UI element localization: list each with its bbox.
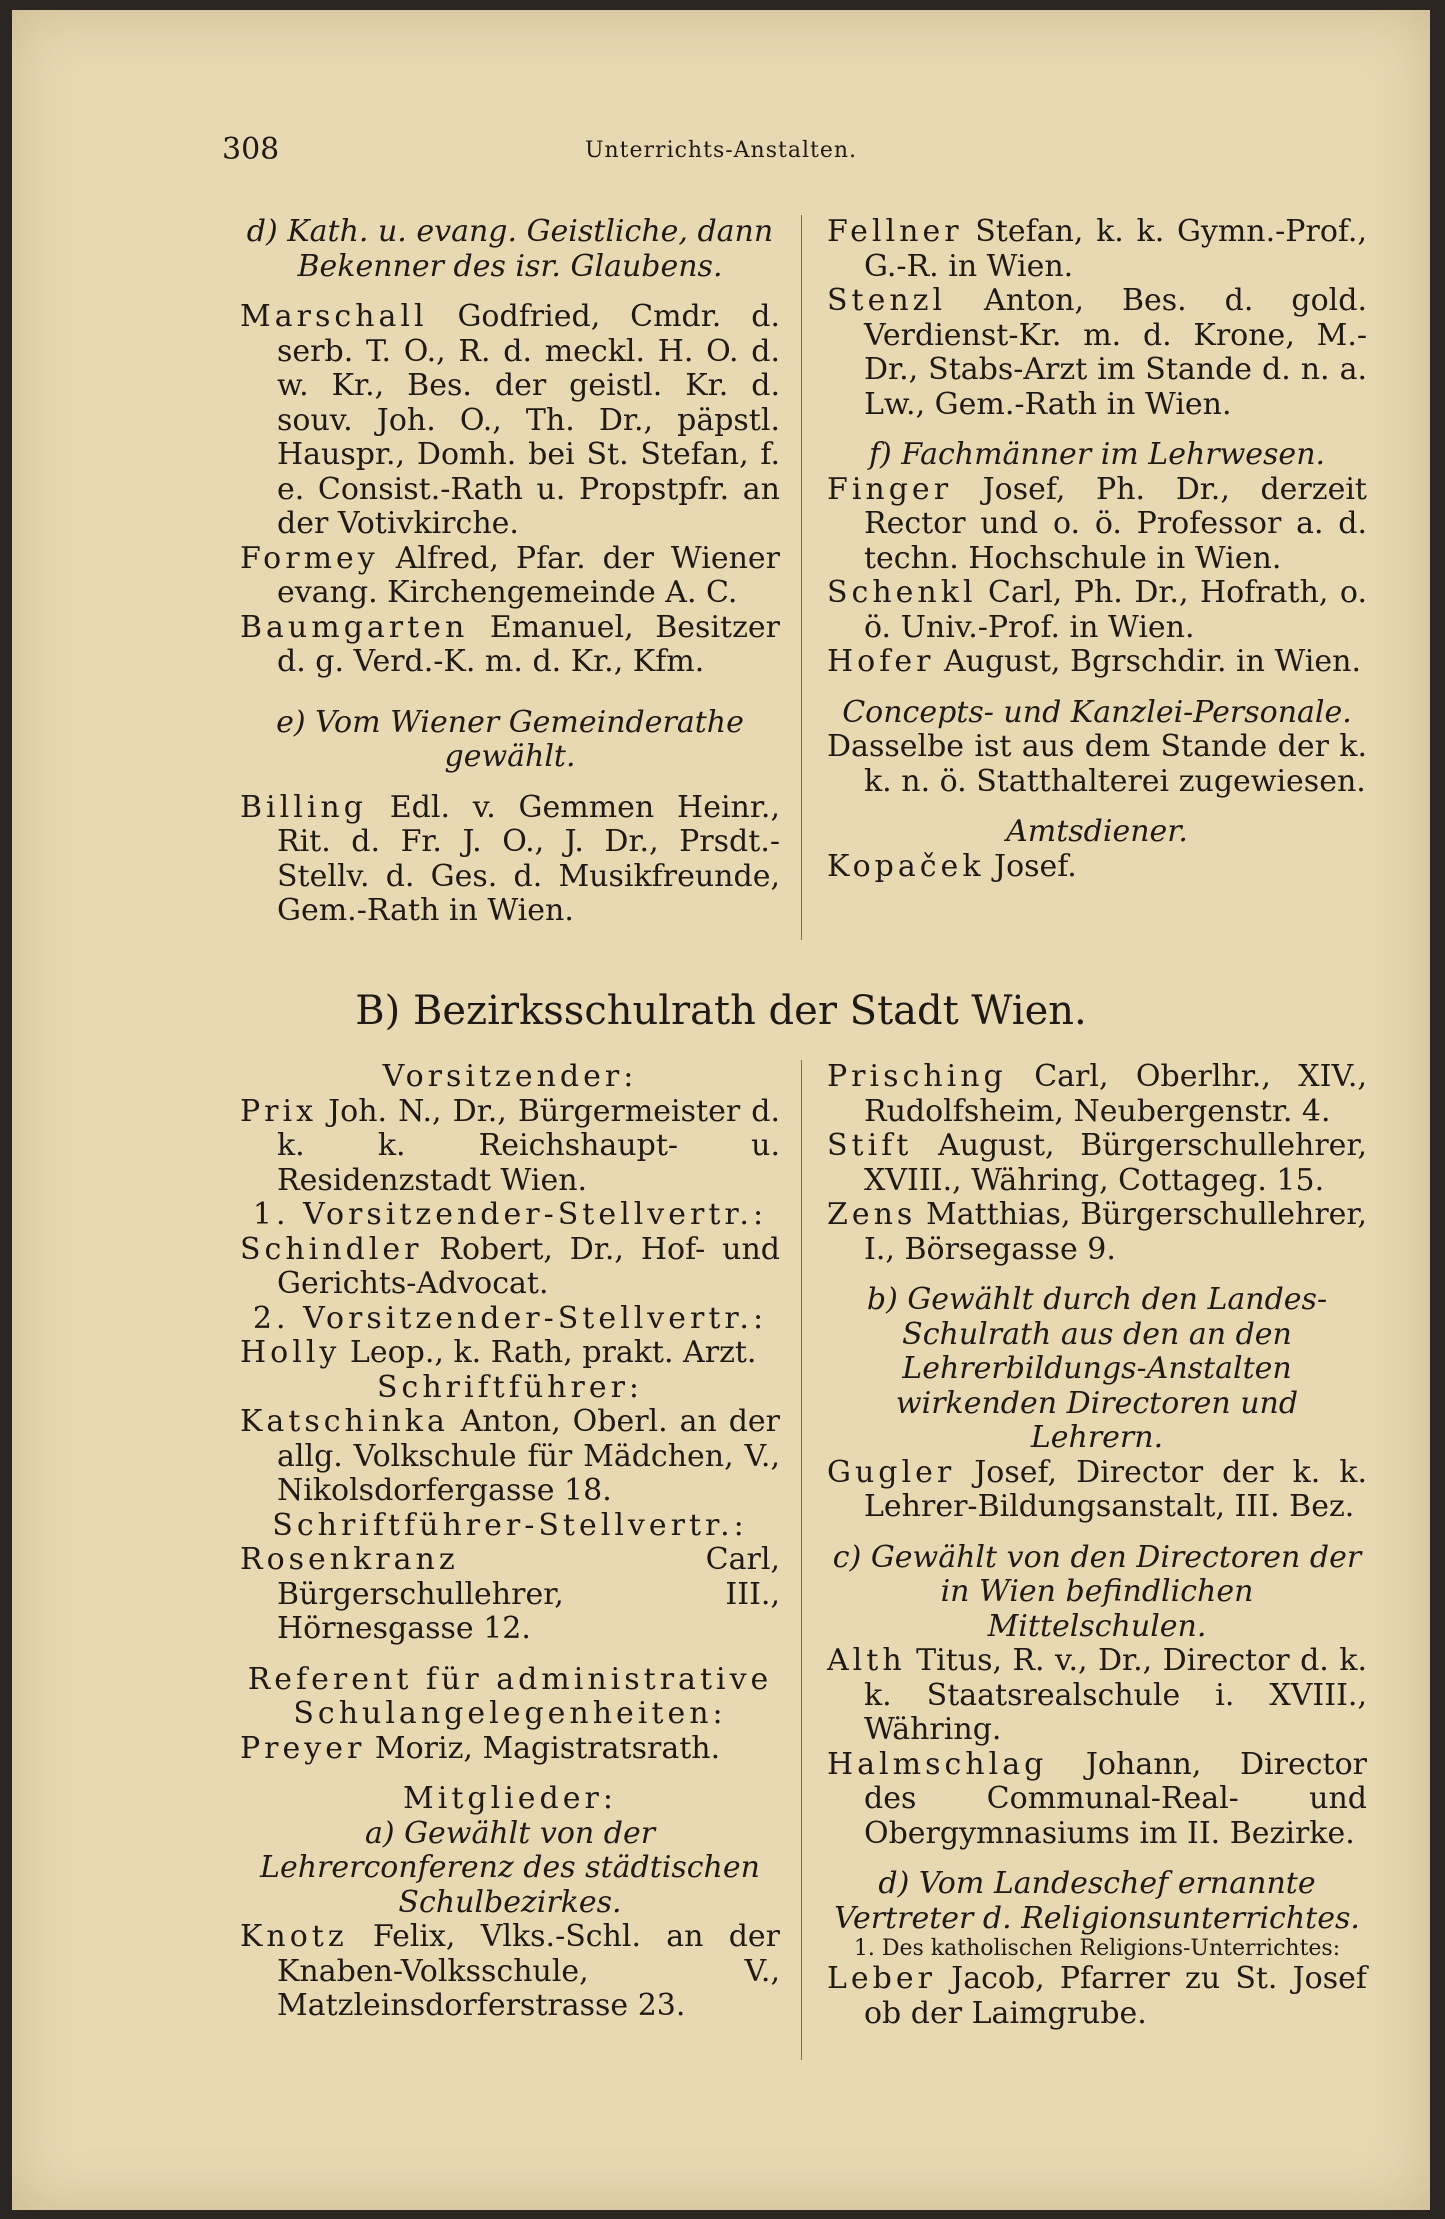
entry-alth <box>827 1644 1367 1748</box>
entry-preyer <box>240 1732 780 1767</box>
section-heading-e: e) Vom Wiener Gemeinderathe gewählt. <box>276 704 744 774</box>
entry-text: Josef, Director der k. k. Lehrer-Bildungsanstalt, III. Bez. <box>864 1454 1367 1524</box>
entry-text: Stefan, k. k. Gymn.-Prof., G.-R. in Wien. <box>864 214 1367 284</box>
section-heading-a: a) Gewählt von der Lehrerconferenz des städtischen Schulbezirkes. <box>260 1815 760 1920</box>
entry-leber <box>827 1962 1367 2031</box>
section-heading-amtsdiener: Amtsdiener. <box>1006 814 1188 849</box>
entry-schindler <box>240 1233 780 1302</box>
role-heading: 1. Vorsitzender-Stellvertr.: <box>252 1197 768 1232</box>
role-heading: Vorsitzender: <box>382 1059 638 1094</box>
entry-billing <box>240 791 780 929</box>
top-left-column <box>240 215 780 929</box>
entry-text: Johann, Director des Communal-Real- und Obergymnasiums im II. Bezirke. <box>864 1746 1367 1851</box>
column-divider-bottom <box>801 1060 802 2060</box>
entry-text: Edl. v. Gemmen Heinr., Rit. d. Fr. J. O., J. Dr., Prsdt.-Stellv. d. Ges. d. Musikfreunde, Gem.-Rath in Wien. <box>277 789 780 928</box>
section-heading-f: f) Fachmänner im Lehrwesen. <box>868 437 1326 472</box>
entry-text: Leop., k. Rath, prakt. Arzt. <box>340 1335 757 1370</box>
entry-holly <box>240 1336 780 1371</box>
subheading-katholisch: 1. Des katholischen Religions-Unterrichtes: <box>853 1936 1341 1961</box>
entry-text: Robert, Dr., Hof- und Gerichts-Advocat. <box>277 1231 780 1301</box>
entry-name: Stift <box>827 1128 913 1163</box>
entry-knotz <box>240 1920 780 2024</box>
entry-text: Godfried, Cmdr. d. serb. T. O., R. d. meckl. H. O. d. w. Kr., Bes. der geistl. Kr. d. souv. Joh. O., Th. Dr., päpstl. Hauspr., Domh. bei St. Stefan, f. e. Consist.-Rath u. Propstpfr. an der Votivkirche. <box>277 299 780 541</box>
page-header <box>12 132 1430 172</box>
entry-name: Knotz <box>240 1919 348 1954</box>
entry-gugler <box>827 1456 1367 1525</box>
entry-name: Formey <box>240 540 379 576</box>
entry-name: Leber <box>827 1961 936 1996</box>
entry-name: Prix <box>240 1093 318 1129</box>
section-heading-d2: d) Vom Landeschef ernannte Vertreter d. Religionsunterrichtes. <box>834 1866 1360 1936</box>
entry-text: August, Bgrschdir. in Wien. <box>934 644 1361 679</box>
entry-text: Joh. N., Dr., Bürgermeister d. k. k. Reichshaupt- u. Residenzstadt Wien. <box>277 1093 780 1198</box>
entry-name: Hofer <box>827 644 935 679</box>
entry-finger <box>827 473 1367 577</box>
entry-kopacek <box>827 850 1367 885</box>
entry-text: Josef, Ph. Dr., derzeit Rector und o. ö. Professor a. d. techn. Hochschule in Wien. <box>864 471 1367 576</box>
entry-text: Emanuel, Besitzer d. g. Verd.-K. m. d. Kr., Kfm. <box>277 609 780 679</box>
entry-text: Dasselbe ist aus dem Stande der k. k. n. ö. Statthalterei zugewiesen. <box>827 729 1367 799</box>
role-heading: Mitglieder: <box>403 1781 617 1816</box>
entry-formey <box>240 542 780 611</box>
entry-text: Alfred, Pfar. der Wiener evang. Kirchengemeinde A. C. <box>277 540 780 610</box>
entry-name: Katschinka <box>240 1404 449 1439</box>
entry-baumgarten <box>240 611 780 680</box>
entry-stift <box>827 1129 1367 1198</box>
page-number: 308 <box>222 132 280 167</box>
entry-name: Schenkl <box>827 575 977 610</box>
entry-marschall <box>240 300 780 542</box>
entry-fellner <box>827 215 1367 284</box>
entry-text: Anton, Oberl. an der allg. Volkschule für Mädchen, V., Nikolsdorfergasse 18. <box>277 1404 780 1508</box>
entry-schenkl <box>827 576 1367 645</box>
top-right-column <box>827 215 1367 884</box>
entry-text: Jacob, Pfarrer zu St. Josef ob der Laimgrube. <box>864 1961 1367 2031</box>
entry-name: Alth <box>827 1643 906 1678</box>
role-heading: 2. Vorsitzender-Stellvertr.: <box>252 1300 768 1336</box>
entry-text: Carl, Ph. Dr., Hofrath, o. ö. Univ.-Prof. in Wien. <box>864 575 1367 645</box>
entry-name: Stenzl <box>827 283 947 318</box>
entry-name: Prisching <box>827 1059 1007 1094</box>
entry-text: August, Bürgerschullehrer, XVIII., Währing, Cottageg. 15. <box>864 1128 1367 1198</box>
entry-text: Anton, Bes. d. gold. Verdienst-Kr. m. d. Krone, M.-Dr., Stabs-Arzt im Stande d. n. a. Lw., Gem.-Rath in Wien. <box>864 283 1367 422</box>
entry-zens <box>827 1198 1367 1267</box>
entry-text: Carl, Bürgerschullehrer, III., Hörnesgasse 12. <box>277 1542 780 1646</box>
entry-prix <box>240 1095 780 1199</box>
entry-name: Baumgarten <box>240 609 469 645</box>
section-heading-d: d) Kath. u. evang. Geistliche, dann Bekenner des isr. Glaubens. <box>246 214 774 284</box>
entry-hofer <box>827 645 1367 680</box>
role-heading: Schriftführer: <box>376 1369 644 1405</box>
entry-text: Matthias, Bürgerschullehrer, I., Börsegasse 9. <box>864 1197 1367 1267</box>
entry-name: Billing <box>240 789 367 825</box>
entry-name: Preyer <box>240 1730 366 1766</box>
entry-name: Fellner <box>827 214 963 249</box>
entry-katschinka <box>240 1405 780 1509</box>
entry-stenzl <box>827 284 1367 422</box>
entry-name: Gugler <box>827 1454 956 1490</box>
entry-text: Moriz, Magistratsrath. <box>365 1730 721 1766</box>
bottom-right-column <box>827 1060 1367 2031</box>
entry-text: Josef. <box>984 848 1077 884</box>
entry-dasselbe <box>827 730 1367 799</box>
section-b-title: B) Bezirksschulrath der Stadt Wien. <box>355 988 1087 1034</box>
entry-name: Marschall <box>240 299 428 334</box>
section-heading-c: c) Gewählt von den Directoren der in Wien befindlichen Mittelschulen. <box>832 1539 1362 1644</box>
entry-name: Halmschlag <box>827 1746 1048 1782</box>
entry-text: Carl, Oberlhr., XIV., Rudolfsheim, Neubergenstr. 4. <box>864 1059 1367 1129</box>
entry-name: Finger <box>827 471 953 507</box>
column-divider-top <box>801 215 802 940</box>
entry-halmschlag <box>827 1748 1367 1852</box>
section-heading-b: b) Gewählt durch den Landes-Schulrath aus den an den Lehrerbildungs-Anstalten wirkenden Directoren und Lehrern. <box>866 1282 1328 1455</box>
entry-name: Zens <box>827 1197 917 1232</box>
role-heading: Schriftführer-Stellvertr.: <box>272 1507 748 1543</box>
entry-name: Schindler <box>240 1231 423 1267</box>
document-page <box>12 10 1430 2210</box>
entry-prisching <box>827 1060 1367 1129</box>
role-heading: Referent für administrative Schulangelegenheiten: <box>247 1661 773 1731</box>
running-title: Unterrichts-Anstalten. <box>584 138 858 163</box>
entry-name: Rosenkranz <box>240 1542 459 1577</box>
entry-text: Felix, Vlks.-Schl. an der Knaben-Volksschule, V., Matzleinsdorferstrasse 23. <box>277 1919 780 2023</box>
bottom-left-column <box>240 1060 780 2024</box>
entry-name: Kopaček <box>827 848 985 884</box>
entry-name: Holly <box>240 1335 341 1370</box>
entry-text: Titus, R. v., Dr., Director d. k. k. Staatsrealschule i. XVIII., Währing. <box>864 1643 1367 1747</box>
section-heading-concepts: Concepts- und Kanzlei-Personale. <box>842 694 1352 730</box>
entry-rosenkranz <box>240 1543 780 1647</box>
